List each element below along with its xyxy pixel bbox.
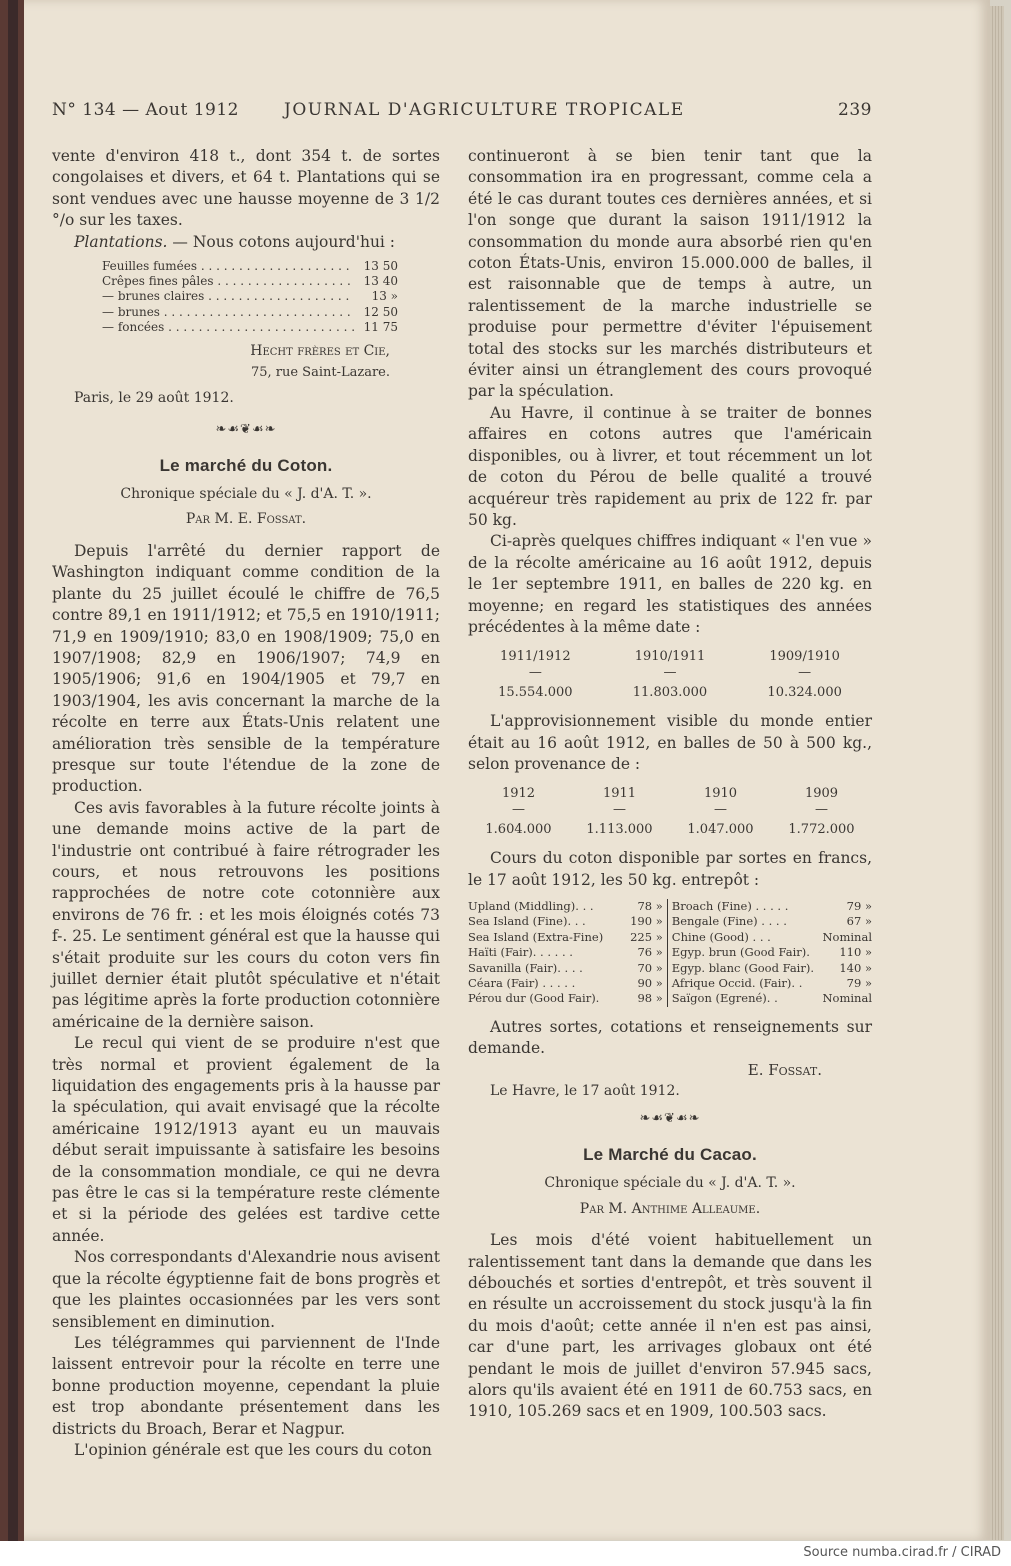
article-subtitle-coton: Chronique spéciale du « J. d'A. T. ». bbox=[120, 486, 372, 503]
cotton-price: Nominal bbox=[822, 991, 872, 1006]
table-row bbox=[672, 976, 872, 991]
table-row bbox=[672, 961, 872, 976]
article-author-cacao: Par M. Anthime Alleaume. bbox=[579, 1200, 761, 1217]
article-author-coton: Par M. E. Fossat. bbox=[185, 511, 307, 528]
book-binding bbox=[0, 0, 24, 1566]
cotton-name: Saïgon (Egrené). . bbox=[671, 991, 778, 1006]
running-header bbox=[52, 100, 872, 128]
paragraph: Autres sortes, cotations et renseignements sur demande. bbox=[468, 1017, 872, 1058]
paragraph: Ci-après quelques chiffres indiquant « l'en vue » de la récolte américaine au 16 août 1912, depuis le 1er septembre 1911, en balles de 220 kg. en moyenne; en regard les statistiques des années précédentes à la même date : bbox=[468, 532, 872, 636]
rubber-price-list bbox=[102, 259, 398, 335]
paragraph: L'opinion générale est que les cours du coton bbox=[74, 1440, 432, 1459]
article-subtitle-cacao: Chronique spéciale du « J. d'A. T. ». bbox=[544, 1175, 796, 1192]
paragraph: Le recul qui vient de se produire n'est que très normal et provient également de la liquidation des engagements pris à la hausse par la spéculation, qui avait envisagé que la récolte américaine 1912/1913 ayant eu un mauvais début serait impuissante à satisfaire les besoins de la consommation mondiale, ce qui ne devra pas être le cas si la température reste clémente et si la période des gelées est tardive cette année. bbox=[52, 1034, 440, 1245]
stat-cell: 1910 — 1.047.000 bbox=[687, 783, 753, 840]
price-label: — brunes claires . . . bbox=[102, 289, 354, 304]
plantations-line bbox=[52, 232, 440, 253]
right-column bbox=[468, 146, 872, 1423]
cotton-price: 79 » bbox=[846, 899, 872, 913]
stat-value: 1.604.000 bbox=[485, 821, 552, 837]
price-table-left bbox=[468, 899, 668, 1007]
cotton-price: 190 » bbox=[630, 914, 663, 929]
article-title-coton: Le marché du Coton. bbox=[159, 455, 333, 475]
paragraph: Nos correspondants d'Alexandrie nous avisent que la récolte égyptienne fait de bons progrès et que les plaintes occasionnées par les vers sont sensiblement en diminution. bbox=[52, 1248, 440, 1331]
journal-title: JOURNAL D'AGRICULTURE TROPICALE bbox=[284, 100, 685, 120]
signature-hecht: Hecht frères et Cie, bbox=[250, 343, 390, 360]
paragraph: Les télégrammes qui parviennent de l'Inde laissent entrevoir pour la récolte en terre une bonne production moyenne, cependant la pluie est trop abondante présentement dans les districts du Broach, Berar et Nagpur. bbox=[52, 1333, 440, 1438]
stat-value: 1.047.000 bbox=[687, 821, 754, 837]
price-label: Crêpes fines pâles . . . bbox=[102, 274, 354, 289]
cotton-name: Egyp. blanc (Good Fair). bbox=[671, 960, 814, 975]
table-row bbox=[672, 914, 872, 929]
dateline-paris: Paris, le 29 août 1912. bbox=[74, 389, 234, 406]
table-row bbox=[672, 991, 872, 1006]
source-footer bbox=[0, 1541, 1011, 1566]
dateline-havre: Le Havre, le 17 août 1912. bbox=[490, 1083, 680, 1100]
ornament-divider: ❧☙❦☙❧ bbox=[215, 422, 277, 438]
table-row bbox=[468, 930, 663, 945]
binding-strip bbox=[8, 0, 18, 1566]
price-label: Feuilles fumées . . . bbox=[102, 259, 354, 274]
plantations-label: Plantations. bbox=[74, 232, 168, 251]
supply-stats-table bbox=[468, 783, 872, 840]
cotton-price: 78 » bbox=[637, 899, 663, 913]
plantations-text: — Nous cotons aujourd'hui : bbox=[167, 232, 396, 251]
intro-paragraph: vente d'environ 418 t., dont 354 t. de sortes congolaises et divers, et 64 t. Plantations qui se sont vendues avec une hausse moyenne de 3 1/2 °/o sur les taxes. bbox=[52, 147, 440, 230]
stat-cell: 1909 — 1.772.000 bbox=[788, 783, 854, 840]
cotton-name: Afrique Occid. (Fair). . bbox=[671, 976, 803, 991]
price-row bbox=[102, 274, 398, 289]
price-row bbox=[102, 289, 398, 304]
price-value: 11 75 bbox=[363, 319, 398, 334]
article-title-cacao: Le Marché du Cacao. bbox=[583, 1144, 757, 1164]
cotton-price: 76 » bbox=[637, 945, 663, 960]
stat-year: 1910 bbox=[703, 786, 738, 802]
price-value: 13 40 bbox=[363, 274, 398, 289]
price-row bbox=[102, 305, 398, 320]
signature-address: 75, rue Saint-Lazare. bbox=[250, 365, 390, 381]
table-row bbox=[672, 945, 872, 960]
cotton-name: Céara (Fair) . . . . . bbox=[468, 976, 576, 991]
cotton-price: 225 » bbox=[630, 929, 663, 944]
stat-cell: 1909/1910 — 10.324.000 bbox=[767, 646, 841, 703]
cotton-price-table bbox=[468, 899, 872, 1007]
table-row bbox=[672, 930, 872, 945]
cotton-name: Upland (Middling). . . bbox=[468, 899, 594, 913]
stat-cell: 1911 — 1.113.000 bbox=[586, 783, 652, 840]
price-value: 12 50 bbox=[363, 304, 398, 319]
paragraph: continueront à se bien tenir tant que la consommation ira en progressant, comme cela a été le cas durant toutes ces dernières années, et si l'on songe que durant la saison 1911/1912 la consommation du monde aura absorbé rien qu'en coton États-Unis, environ 15.000.000 de balles, il est raisonnable que de temps à autre, un ralentissement de la marche industrielle se produise pour permettre d'éviter l'épuisement total des stocks sur les marchés distributeurs et éviter ainsi un étranglement des cours provoqué par la spéculation. bbox=[468, 147, 872, 401]
paragraph: Les mois d'été voient habituellement un ralentissement tant dans la demande que dans les débouchés et sorties d'entrepôt, et très souvent il en résulte un accroissement du stock jusqu'à la fin du mois d'août; cette année il n'en est pas ainsi, car d'une part, les arrivages globaux ont été pendant le mois de juillet d'environ 57.945 sacs, alors qu'ils avaient été en 1911 de 60.753 sacs, en 1910, 105.269 sacs et en 1909, 100.503 sacs. bbox=[468, 1231, 872, 1421]
stat-value: 10.324.000 bbox=[767, 684, 842, 700]
price-row bbox=[102, 320, 398, 335]
price-label: — foncées . . . bbox=[102, 320, 354, 335]
cotton-price: 67 » bbox=[846, 914, 872, 929]
table-row bbox=[468, 914, 663, 929]
signature-fossat: E. Fossat. bbox=[747, 1060, 822, 1079]
cotton-name: Pérou dur (Good Fair). bbox=[468, 991, 600, 1006]
table-row bbox=[468, 991, 663, 1006]
table-row bbox=[468, 899, 663, 914]
stat-cell: 1911/1912 — 15.554.000 bbox=[498, 646, 572, 703]
price-value: 13 50 bbox=[363, 259, 398, 274]
cotton-name: Sea Island (Extra-Fine) bbox=[468, 929, 604, 944]
stat-year: 1911 bbox=[602, 786, 637, 802]
left-column bbox=[52, 146, 440, 1461]
cotton-name: Savanilla (Fair). . . . bbox=[468, 960, 583, 975]
price-table-right bbox=[668, 899, 872, 1007]
cotton-price: 70 » bbox=[637, 960, 663, 975]
page-edges bbox=[990, 6, 1004, 1540]
cotton-name: Chine (Good) . . . bbox=[671, 929, 771, 944]
source-credit: Source numba.cirad.fr / CIRAD bbox=[803, 1545, 1001, 1560]
paragraph: Depuis l'arrêté du dernier rapport de Washington indiquant comme condition de la plante du 25 juillet écoulé le chiffre de 76,5 contre 89,1 en 1911/1912; et 75,5 en 1910/1911; 71,9 en 1909/1910; 83,0 en 1908/1909; 75,0 en 1907/1908; 82,9 en 1906/1907; 74,9 en 1905/1906; 91,6 en 1904/1905 et 79,7 en 1903/1904, les avis concernant la marche de la récolte en terre aux États-Unis relatent une amélioration très sensible de la température presque sur toute l'étendue de la zone de production. bbox=[52, 541, 440, 796]
stat-cell: 1912 — 1.604.000 bbox=[485, 783, 551, 840]
price-value: 13 » bbox=[371, 289, 398, 304]
cotton-name: Bengale (Fine) . . . . bbox=[671, 914, 787, 929]
paragraph: L'approvisionnement visible du monde entier était au 16 août 1912, en balles de 50 à 500 kg., selon provenance de : bbox=[468, 712, 872, 773]
paragraph: Cours du coton disponible par sortes en francs, le 17 août 1912, les 50 kg. entrepôt : bbox=[468, 849, 872, 889]
cotton-name: Haïti (Fair). . . . . . bbox=[468, 945, 573, 960]
table-row bbox=[468, 945, 663, 960]
stat-value: 1.113.000 bbox=[586, 821, 653, 837]
cotton-price: 140 » bbox=[839, 960, 872, 975]
stat-year: 1912 bbox=[501, 786, 536, 802]
table-row bbox=[672, 899, 872, 914]
stat-season: 1910/1911 bbox=[634, 649, 706, 665]
paragraph: Au Havre, il continue à se traiter de bonnes affaires en cotons autres que l'américain disponibles, ou à livrer, et tout récemment un lot de coton du Pérou de belle qualité a trouvé acquéreur très rapidement au prix de 122 fr. par 50 kg. bbox=[468, 403, 872, 529]
stat-value: 1.772.000 bbox=[788, 821, 855, 837]
cotton-price: 90 » bbox=[637, 976, 663, 991]
cotton-name: Sea Island (Fine). . . bbox=[468, 914, 586, 929]
ornament-divider: ❧☙❦☙❧ bbox=[639, 1111, 701, 1127]
price-label: — brunes . . . bbox=[102, 305, 354, 320]
stat-value: 15.554.000 bbox=[498, 684, 573, 700]
cotton-price: 79 » bbox=[846, 976, 872, 991]
table-row bbox=[468, 961, 663, 976]
cotton-name: Broach (Fine) . . . . . bbox=[671, 899, 789, 913]
stat-cell: 1910/1911 — 11.803.000 bbox=[633, 646, 707, 703]
price-row bbox=[102, 259, 398, 274]
stat-value: 11.803.000 bbox=[632, 684, 708, 700]
paragraph: Ces avis favorables à la future récolte joints à une demande moins active de la part de l'industrie ont contribué à faire rétrograder les cours, et nous retrouvons les positions rapprochées de notre cote cotonnière aux environs de 76 fr. : et les mois éloignés cotés 73 f-. 25. Le sentiment général est que la hausse qui s'était produite sur les cours du coton vers fin juillet dernier était plutôt spéculative et n'était pas légitime après la forte production cotonnière américaine de la dernière saison. bbox=[52, 798, 440, 1031]
cotton-price: 98 » bbox=[637, 991, 663, 1006]
stat-season: 1911/1912 bbox=[500, 649, 571, 665]
stat-season: 1909/1910 bbox=[769, 649, 840, 665]
cotton-price: Nominal bbox=[822, 929, 872, 944]
stat-year: 1909 bbox=[804, 786, 839, 802]
page-number: 239 bbox=[838, 100, 872, 120]
issue-label: N° 134 — Aout 1912 bbox=[52, 100, 239, 120]
cotton-price: 110 » bbox=[839, 945, 872, 960]
crop-stats-table bbox=[468, 646, 872, 703]
table-row bbox=[468, 976, 663, 991]
cotton-name: Egyp. brun (Good Fair). bbox=[671, 945, 810, 960]
